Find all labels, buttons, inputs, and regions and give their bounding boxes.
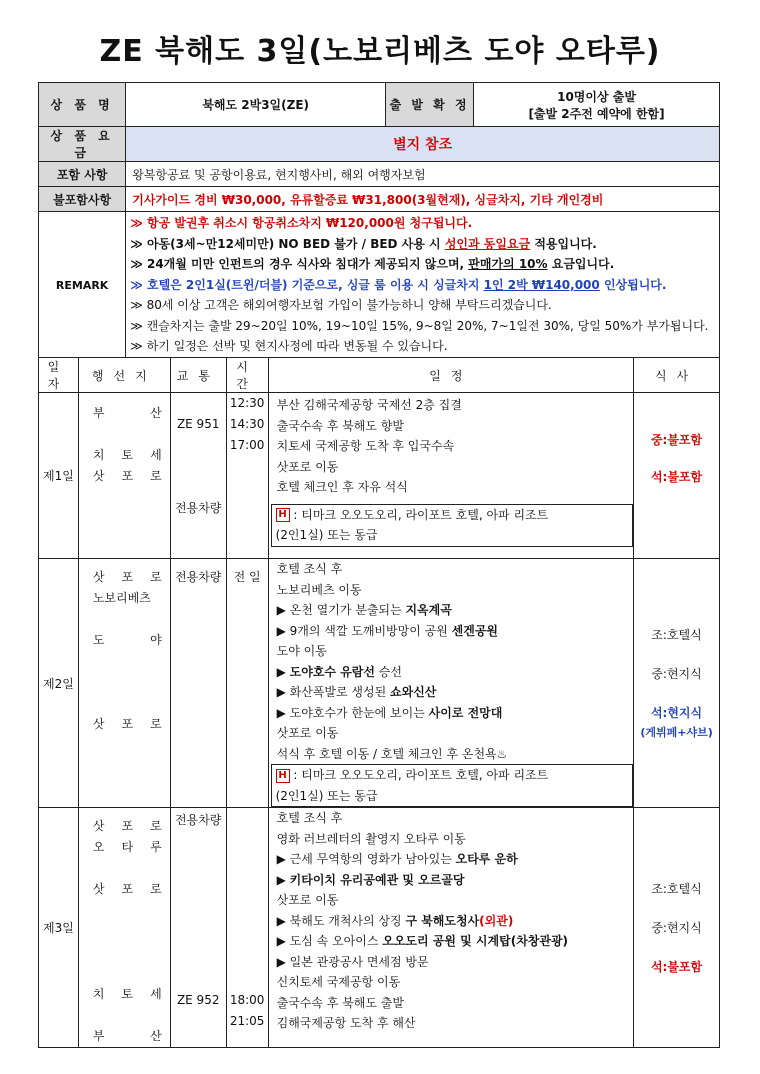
header-meals: 식사 [634,358,720,393]
day2-time: 전 일 [226,559,268,808]
location: 삿 포 로 [92,570,162,584]
header-date: 일자 [39,358,79,393]
day1-hotel-box: H : 티마크 오오도오리, 라이포트 호텔, 아파 리조트 (2인1실) 또는 동급 [271,504,633,547]
price-value: 별지 참조 [126,127,720,162]
day1-schedule: 부산 김해국제공항 국제선 2층 집결 출국수속 후 북해도 향발 치토세 국제공항 도착 후 입국수속 삿포로 이동 호텔 체크인 후 자유 석식 H : 티마크 오오도오리, 라이포트 호텔, 아파 리조트 (2인1실) 또는 동급 [268,393,633,559]
excluded-value: 기사가이드 경비 ₩30,000, 유류할증료 ₩31,800(3월현재), 싱글차지, 기타 개인경비 [126,187,720,212]
departure-label: 출 발 확 정 [386,83,474,127]
day2-row [39,559,720,808]
location: 도 야 [92,633,162,647]
product-name-value: 북해도 2박3일(ZE) [126,83,386,127]
day1-label: 제1일 [39,393,79,559]
remark-2: ≫ 아동(3세~만12세미만) NO BED 불가 / BED 사용 시 성인과 동일요금 적용입니다. [130,236,597,251]
itinerary-table [38,357,720,1048]
day2-schedule: 호텔 조식 후 노보리베츠 이동 ▶ 온천 열기가 분출되는 지옥계곡 ▶ 9개의 색깔 도깨비방망이 공원 센겐공원 도야 이동 ▶ 도야호수 유람선 승선 ▶ 화산폭발로 생성된 쇼와신산 ▶ 도야호수가 한눈에 보이는 사이로 전망대 삿포로 이동 석식 후 호텔 이동 / 호텔 체크인 후 온천욕♨ H : 티마크 오오도오리, 라이포트 호텔, 아파 리조트 (2인1실) 또는 동급 [268,559,633,808]
included-label: 포함 사항 [39,162,126,187]
day1-meals: 중:불포함 석:불포함 [634,393,720,559]
header-schedule: 일정 [268,358,633,393]
header-time: 시간 [226,358,268,393]
remark-6: ≫ 캔슬차지는 출발 29~20일 10%, 19~10일 15%, 9~8일 20%, 7~1일전 30%, 당일 50%가 부가됩니다. [130,318,709,333]
day3-schedule: 호텔 조식 후 영화 러브레터의 촬영지 오타루 이동 ▶ 근세 무역항의 영화가 남아있는 오타루 운하 ▶ 키타이치 유리공예관 및 오르골당 삿포로 이동 ▶ 북해도 개척사의 상징 구 북해도청사(외관) ▶ 도심 속 오아이스 오오도리 공원 및 시계탑(차창관광) ▶ 일본 관광공사 면세점 방문 신치토세 국제공항 이동 출국수속 후 북해도 출발 김해국제공항 도착 후 해산 [268,808,633,1048]
remark-3: ≫ 24개월 미만 인펀트의 경우 식사와 침대가 제공되지 않으며, 판매가의 10% 요금입니다. [130,257,615,272]
day2-label: 제2일 [39,559,79,808]
flight-number: ZE 952 [176,993,220,1007]
day2-hotel-box: H : 티마크 오오도오리, 라이포트 호텔, 아파 리조트 (2인1실) 또는 동급 [271,764,633,807]
remark-list [126,212,720,359]
location: 오 타 루 [92,840,162,854]
remark-5: ≫ 80세 이상 고객은 해외여행자보험 가입이 불가능하니 양해 부탁드리겠습니다. [130,298,552,313]
day2-locations [78,559,170,808]
day1-transport [170,393,226,559]
day3-row [39,808,720,1048]
day3-times: 18:00 21:05 [226,808,268,1048]
location: 삿 포 로 [92,469,162,483]
departure-line1: 10명이상 출발 [557,89,636,104]
included-value: 왕복항공료 및 공항이용료, 현지행사비, 해외 여행자보험 [126,162,720,187]
location: 삿 포 로 [92,717,162,731]
product-name-label: 상 품 명 [39,83,126,127]
product-info-table [38,82,720,359]
location: 치 토 세 [92,448,162,462]
day1-locations [78,393,170,559]
departure-value [474,83,720,127]
header-transport: 교통 [170,358,226,393]
day3-meals: 조:호텔식 중:현지식 석:불포함 [634,808,720,1048]
excluded-label: 불포함사항 [39,187,126,212]
location: 노보리베츠 [92,591,151,605]
flight-number: ZE 951 [176,417,220,431]
price-label: 상 품 요 금 [39,127,126,162]
remark-4: ≫ 호텔은 2인1실(트윈/더블) 기준으로, 싱글 룸 이용 시 싱글차지 1인 2박 ₩140,000 인상됩니다. [130,277,667,292]
remark-1: ≫ 항공 발권후 취소시 항공취소차지 ₩120,000원 청구됩니다. [130,215,473,230]
remark-7: ≫ 하기 일정은 선박 및 현지사정에 따라 변동될 수 있습니다. [130,339,448,354]
transport-type: 전용차량 [175,501,222,515]
transport-type: 전용차량 [175,813,222,827]
day1-times: 12:30 14:30 17:00 [226,393,268,559]
hotel-icon: H [276,769,290,783]
location: 부 산 [92,1029,162,1043]
day1-row [39,393,720,559]
location: 삿 포 로 [92,882,162,896]
departure-line2: [출발 2주전 예약에 한함] [528,106,665,121]
location: 부 산 [92,406,162,420]
header-destination: 행선지 [78,358,170,393]
remark-label: REMARK [39,212,126,359]
day2-transport: 전용차량 [170,559,226,808]
day3-locations: 삿 포 로 오 타 루 삿 포 로 치 토 세 부 산 [78,808,170,1048]
day3-label: 제3일 [39,808,79,1048]
location: 삿 포 로 [92,819,162,833]
day3-transport [170,808,226,1048]
page-title: ZE 북해도 3일(노보리베츠 도야 오타루) [99,34,661,69]
day2-meals: 조:호텔식 중:현지식 석:현지식 (게뷔페+샤브) [634,559,720,808]
hotel-icon: H [276,508,290,522]
